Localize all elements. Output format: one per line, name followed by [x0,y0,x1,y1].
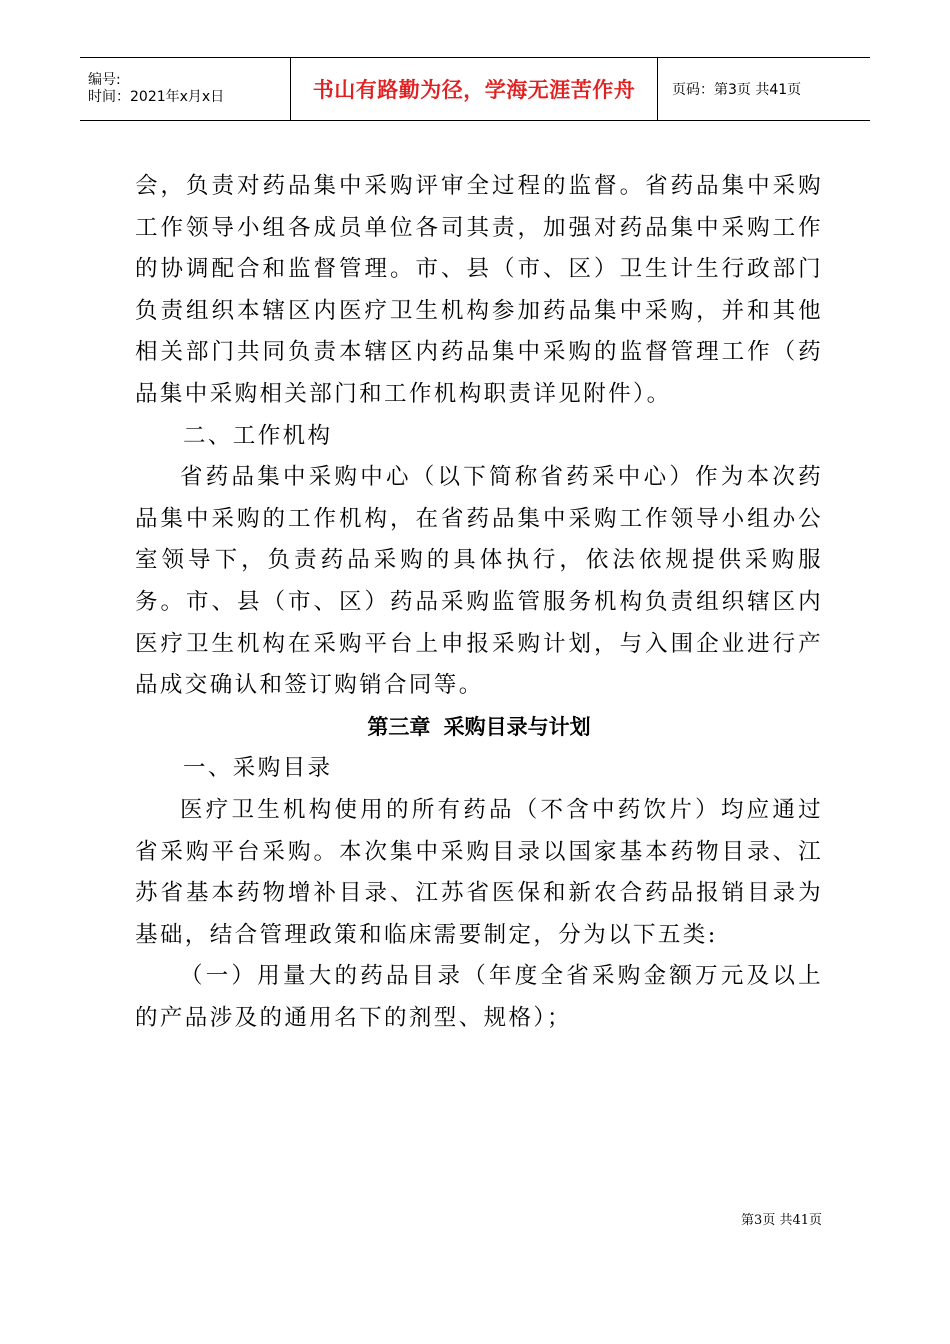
page-footer: 第3页 共41页 [741,1213,822,1228]
paragraph-continued: 会，负责对药品集中采购评审全过程的监督。省药品集中采购工作领导小组各成员单位各司其责，加强对药品集中采购工作的协调配合和监督管理。市、县（市、区）卫生计生行政部门负责组织本辖区内医疗卫生机构参加药品集中采购，并和其他相关部门共同负责本辖区内药品集中采购的监督管理工作（药品集中采购相关部门和工作机构职责详见附件）。 [135,173,823,407]
header-meta [80,58,291,120]
document-body [135,166,823,1039]
date-label: 时间：2021年x月x日 [88,89,225,105]
page-header [80,57,870,121]
header-page-number: 页码：第3页 共41页 [672,82,802,98]
paragraph-work-agency: 省药品集中采购中心（以下简称省药采中心）作为本次药品集中采购的工作机构，在省药品集中采购工作领导小组办公室领导下，负责药品采购的具体执行，依法依规提供采购服务。市、县（市、区）药品采购监管服务机构负责组织辖区内医疗卫生机构在采购平台上申报采购计划，与入围企业进行产品成交确认和签订购销合同等。 [135,464,823,699]
header-page-cell [658,58,870,120]
section-heading-work-agency: 二、工作机构 [183,422,333,449]
paragraph-catalog: 医疗卫生机构使用的所有药品（不含中药饮片）均应通过省采购平台采购。本次集中采购目录以国家基本药物目录、江苏省基本药物增补目录、江苏省医保和新农合药品报销目录为基础，结合管理政策和临床需要制定，分为以下五类: [135,796,823,948]
chapter-title: 第三章 采购目录与计划 [367,714,591,739]
paragraph-catalog-item-1: （一）用量大的药品目录（年度全省采购金额万元及以上的产品涉及的通用名下的剂型、规格）； [135,963,823,1031]
section-heading-catalog: 一、采购目录 [183,755,333,782]
header-motto: 书山有路勤为径，学海无涯苦作舟 [312,78,636,102]
serial-number-label: 编号: [88,72,121,88]
header-motto-cell [291,58,658,120]
